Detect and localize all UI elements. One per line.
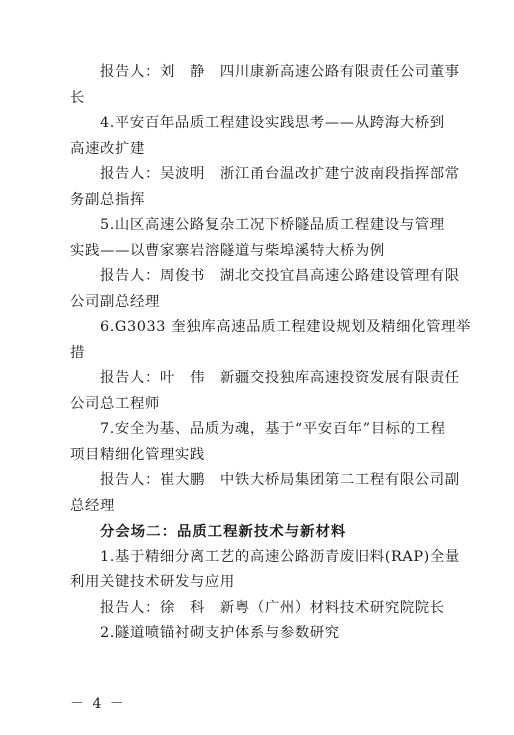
text-line: 项目精细化管理实践 (70, 446, 205, 463)
text-line: 4.平安百年品质工程建设实践思考——从跨海大桥到 (100, 115, 445, 131)
text-line: 务副总指挥 (70, 191, 145, 208)
text-line: 长 (70, 89, 85, 106)
text-line: 公司总工程师 (70, 395, 160, 412)
document-body (70, 60, 472, 647)
text-line: 5.山区高速公路复杂工况下桥隧品质工程建设与管理 (100, 217, 445, 233)
section-heading: 分会场二：品质工程新技术与新材料 (100, 523, 347, 540)
text-line: 利用关键技术研发与应用 (70, 574, 235, 590)
text-line: 报告人：徐 科 新粤（广州）材料技术研究院院长 (100, 599, 445, 616)
text-line: 报告人：叶 伟 新疆交投独库高速投资发展有限责任 (100, 370, 460, 386)
text-line: 报告人：崔大鹏 中铁大桥局集团第二工程有限公司副 (100, 472, 460, 488)
text-line: 7.安全为基、品质为魂，基于“平安百年”目标的工程 (100, 421, 446, 437)
text-line: 实践——以曹家寨岩溶隧道与柴埠溪特大桥为例 (70, 242, 385, 259)
text-line: 报告人：刘 静 四川康新高速公路有限责任公司董事 (100, 64, 460, 80)
text-line: 报告人：周俊书 湖北交投宜昌高速公路建设管理有限 (100, 268, 460, 284)
text-line: 报告人：吴波明 浙江甬台温改扩建宁波南段指挥部常 (100, 166, 460, 182)
text-line: 6.G3033 奎独库高速品质工程建设规划及精细化管理举 (100, 319, 472, 335)
text-line: 公司副总经理 (70, 293, 160, 310)
page-number: － 4 － (70, 696, 126, 712)
text-line: 1.基于精细分离工艺的高速公路沥青废旧料(RAP)全量 (100, 548, 460, 565)
text-line: 2.隧道喷锚衬砌支护体系与参数研究 (100, 625, 340, 641)
text-line: 高速改扩建 (70, 140, 145, 157)
text-line: 总经理 (70, 497, 115, 514)
text-line: 措 (70, 344, 85, 361)
